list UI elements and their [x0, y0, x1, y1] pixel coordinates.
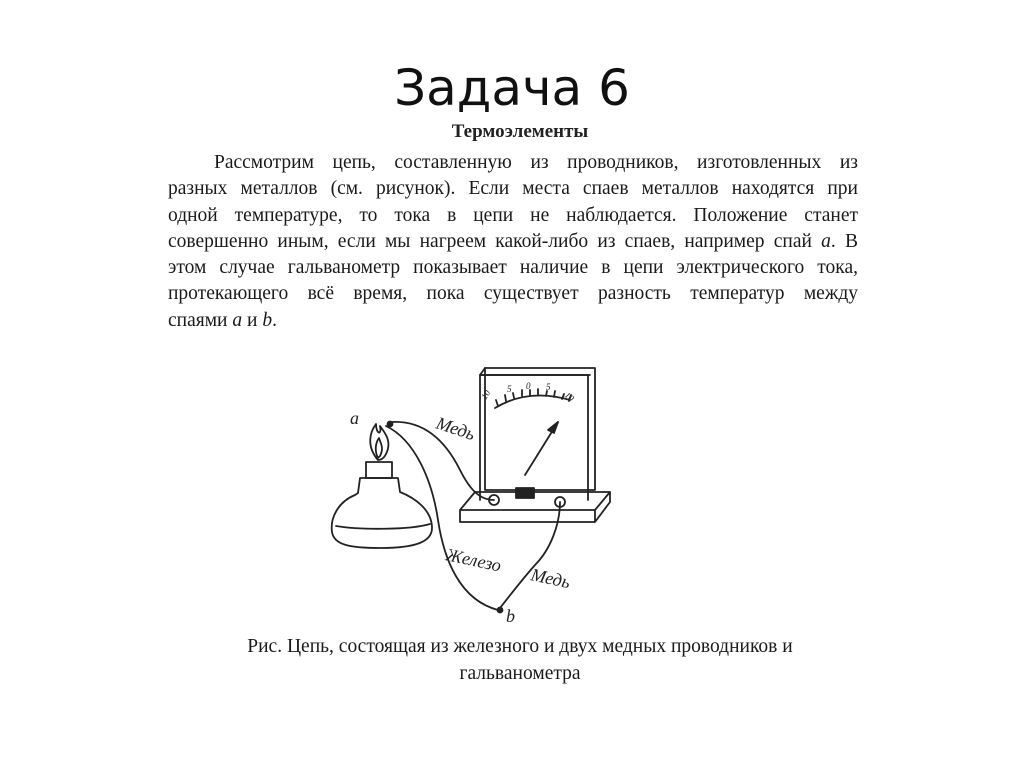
label-copper-bottom: Медь [529, 564, 573, 593]
line-tail: . В [830, 230, 858, 252]
flame-icon [370, 424, 388, 460]
scale-tick-label: 10 [479, 388, 493, 401]
iron-wire [386, 426, 498, 610]
label-junction-b: b [506, 606, 515, 626]
thermocouple-diagram [320, 350, 620, 630]
burner-liquid [336, 524, 430, 529]
line-text: совершенно иным, если мы нагреем какой-либо из спаев, например спай [168, 230, 812, 252]
section-heading: Термоэлементы [451, 121, 589, 142]
paragraph-line: Рассмотрим цепь, составленную из проводников, изготовленных из [214, 152, 858, 173]
scale-tick-label: 5 [507, 384, 512, 394]
paragraph-line: одной температуре, то тока в цепи не наблюдается. Положение станет [168, 204, 858, 226]
label-iron: Железо [444, 544, 503, 576]
needle-arrow [548, 422, 558, 433]
flame-inner-icon [376, 438, 382, 458]
line-text: спаями [168, 309, 228, 331]
thermocouple-figure [320, 350, 620, 630]
galvanometer-back [485, 368, 595, 490]
line-end: . [272, 309, 277, 331]
junction-a-point [388, 422, 393, 427]
junction-b-point [498, 608, 503, 613]
caption-line: Рис. Цепь, состоящая из железного и двух медных проводников и [247, 636, 793, 657]
galvanometer-window [516, 488, 534, 498]
label-junction-a: a [350, 408, 359, 428]
burner-flask [332, 478, 432, 548]
junction-a-ref: a [821, 230, 831, 252]
paragraph-line: разных металлов (см. рисунок). Если места спаев металлов находятся при [168, 178, 858, 200]
galvanometer-top [480, 368, 590, 500]
slide-title: Задача 6 [394, 59, 630, 117]
caption-line: гальванометра [459, 663, 581, 684]
scale-tick-label: 10 [562, 389, 577, 404]
paragraph-line: протекающего всё время, пока существует разность температур между [168, 283, 858, 305]
body-paragraph [168, 150, 858, 334]
paragraph-line [168, 308, 858, 334]
paragraph-line: этом случае гальванометр показывает наличие в цепи электрического тока, [168, 257, 858, 279]
scale-tick-labels [479, 381, 576, 404]
label-copper-top: Медь [433, 412, 478, 445]
copper-wire-bottom [500, 502, 560, 608]
scale-tick-label: 5 [546, 382, 551, 392]
burner-cap [366, 462, 392, 478]
junction-a-ref: a [232, 309, 243, 331]
figure-caption [160, 633, 880, 687]
paragraph-line [168, 229, 858, 255]
junction-b-ref: b [262, 309, 273, 331]
scale-tick-label: 0 [526, 381, 531, 391]
and-word: и [247, 309, 258, 331]
